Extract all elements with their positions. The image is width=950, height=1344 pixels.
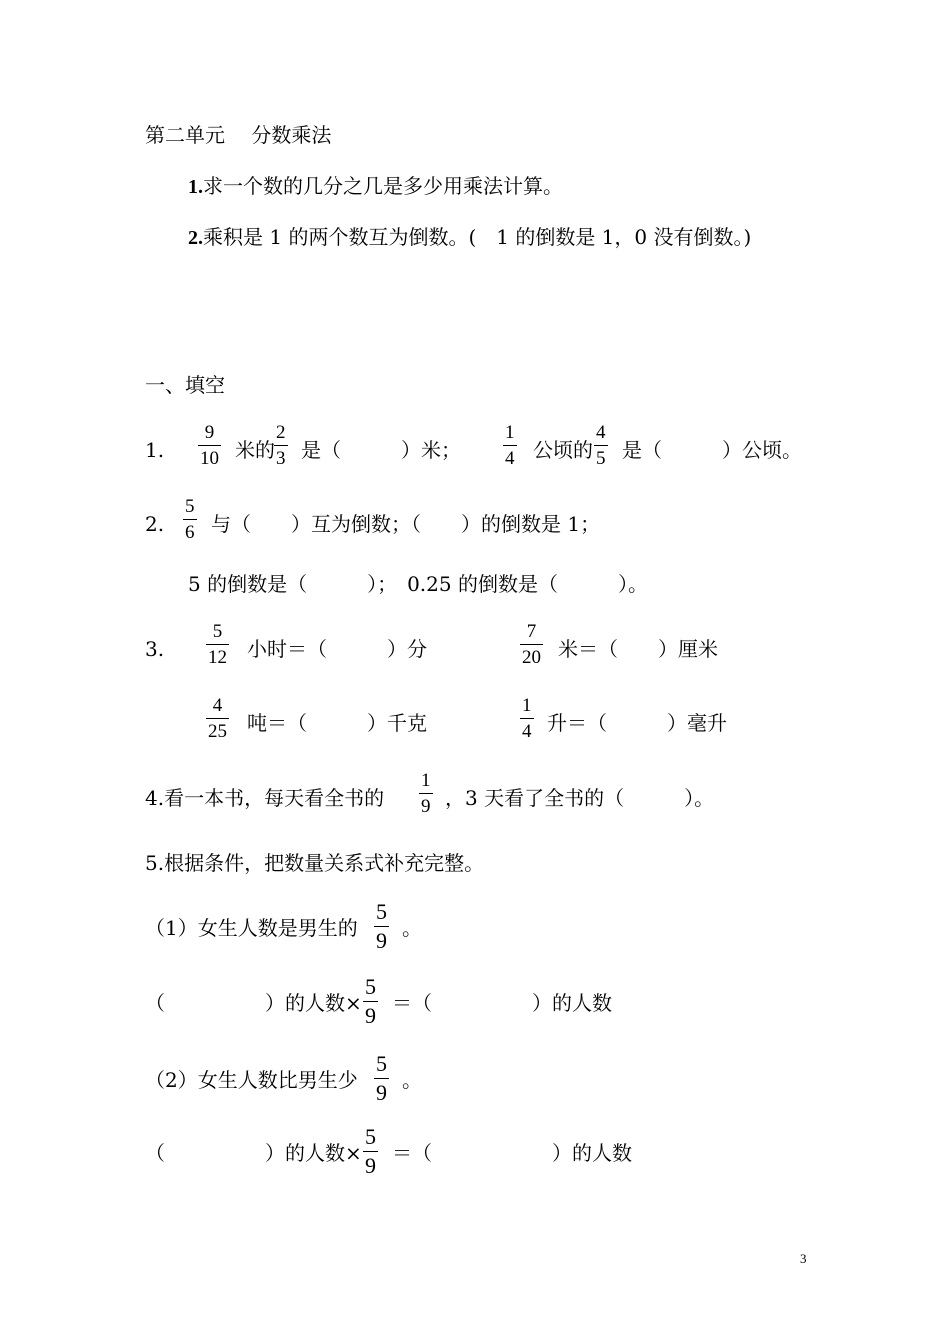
q4-fraction [419, 771, 433, 816]
q3-fraction-3 [206, 696, 229, 741]
q5-sub1-eq-right: ＝（ ）的人数 [392, 991, 612, 1015]
q5-sub1-fraction [374, 901, 389, 952]
denominator: 9 [365, 1153, 376, 1178]
denominator: 5 [596, 448, 606, 469]
q1-fraction-4 [594, 423, 608, 468]
q1-fraction-1 [198, 423, 221, 468]
denominator: 4 [505, 448, 515, 469]
q1-fraction-3 [503, 423, 517, 468]
numerator: 5 [365, 974, 376, 999]
q5-sub1-end: 。 [402, 916, 422, 940]
q3-fraction-2 [520, 622, 543, 667]
numerator: 5 [376, 899, 387, 924]
q3-fraction-4 [520, 696, 534, 741]
rule-1 [188, 176, 563, 197]
q5-sub1-eq-left: （ ）的人数× [145, 991, 362, 1015]
q4-text-2: ，3 天看了全书的（ ）。 [445, 786, 715, 810]
q1-fraction-2 [274, 423, 288, 468]
section-title: 一、填空 [145, 373, 225, 397]
q1-text-1: 米的 [235, 438, 275, 462]
numerator: 5 [185, 496, 195, 517]
q5-sub2-eq-fraction [363, 1126, 378, 1177]
q5-sub2-fraction [374, 1053, 389, 1104]
q2-fraction-1 [183, 497, 197, 542]
numerator: 5 [365, 1124, 376, 1149]
q4-text-1: 4.看一本书，每天看全书的 [145, 786, 385, 810]
denominator: 9 [365, 1003, 376, 1028]
numerator: 9 [204, 422, 215, 443]
denominator: 6 [185, 522, 195, 543]
numerator: 2 [276, 422, 286, 443]
q1-text-4: 是（ ）公顷。 [622, 438, 802, 462]
q5-title: 5.根据条件，把数量关系式补充完整。 [145, 851, 485, 875]
q1-text-3: 公顷的 [533, 438, 593, 462]
rule-2-text: 乘积是 1 的两个数互为倒数。( 1 的倒数是 1，0 没有倒数。) [203, 225, 752, 249]
q3-text-2: 米＝（ ）厘米 [558, 637, 718, 661]
q2-line-2: 5 的倒数是（ ）； 0.25 的倒数是（ ）。 [188, 572, 648, 596]
denominator: 9 [421, 796, 431, 817]
rule-2-number: 2. [188, 227, 203, 249]
q1-text-2: 是（ ）米； [301, 438, 461, 462]
denominator: 12 [208, 647, 227, 668]
q5-sub2-end: 。 [402, 1068, 422, 1092]
rule-1-text: 求一个数的几分之几是多少用乘法计算。 [203, 174, 563, 198]
q5-sub2-eq-right: ＝（ ）的人数 [392, 1141, 632, 1165]
denominator: 9 [376, 928, 387, 953]
rule-2 [188, 227, 751, 248]
q3-text-4: 升＝（ ）毫升 [547, 711, 727, 735]
denominator: 20 [522, 647, 541, 668]
numerator: 5 [376, 1051, 387, 1076]
page-number: 3 [800, 1251, 807, 1266]
q3-number: 3. [145, 637, 165, 661]
q3-text-3: 吨＝（ ）千克 [247, 711, 427, 735]
numerator: 5 [212, 621, 223, 642]
q1-number: 1. [145, 438, 165, 462]
numerator: 4 [212, 695, 223, 716]
numerator: 7 [526, 621, 537, 642]
q2-text-1: 与（ ）互为倒数；（ ）的倒数是 1； [211, 512, 601, 536]
numerator: 4 [596, 422, 606, 443]
numerator: 1 [522, 695, 532, 716]
q3-fraction-1 [206, 622, 229, 667]
numerator: 1 [505, 422, 515, 443]
denominator: 9 [376, 1080, 387, 1105]
q2-number: 2. [145, 512, 165, 536]
denominator: 3 [276, 448, 286, 469]
numerator: 1 [421, 770, 431, 791]
denominator: 25 [208, 721, 227, 742]
q5-sub1-eq-fraction [363, 976, 378, 1027]
unit-title: 第二单元 分数乘法 [145, 123, 332, 147]
q5-sub2-eq-left: （ ）的人数× [145, 1141, 362, 1165]
denominator: 4 [522, 721, 532, 742]
q5-sub2-text: （2）女生人数比男生少 [145, 1068, 358, 1092]
q3-text-1: 小时＝（ ）分 [247, 637, 427, 661]
denominator: 10 [200, 448, 219, 469]
rule-1-number: 1. [188, 176, 203, 198]
q5-sub1-text: （1）女生人数是男生的 [145, 916, 358, 940]
